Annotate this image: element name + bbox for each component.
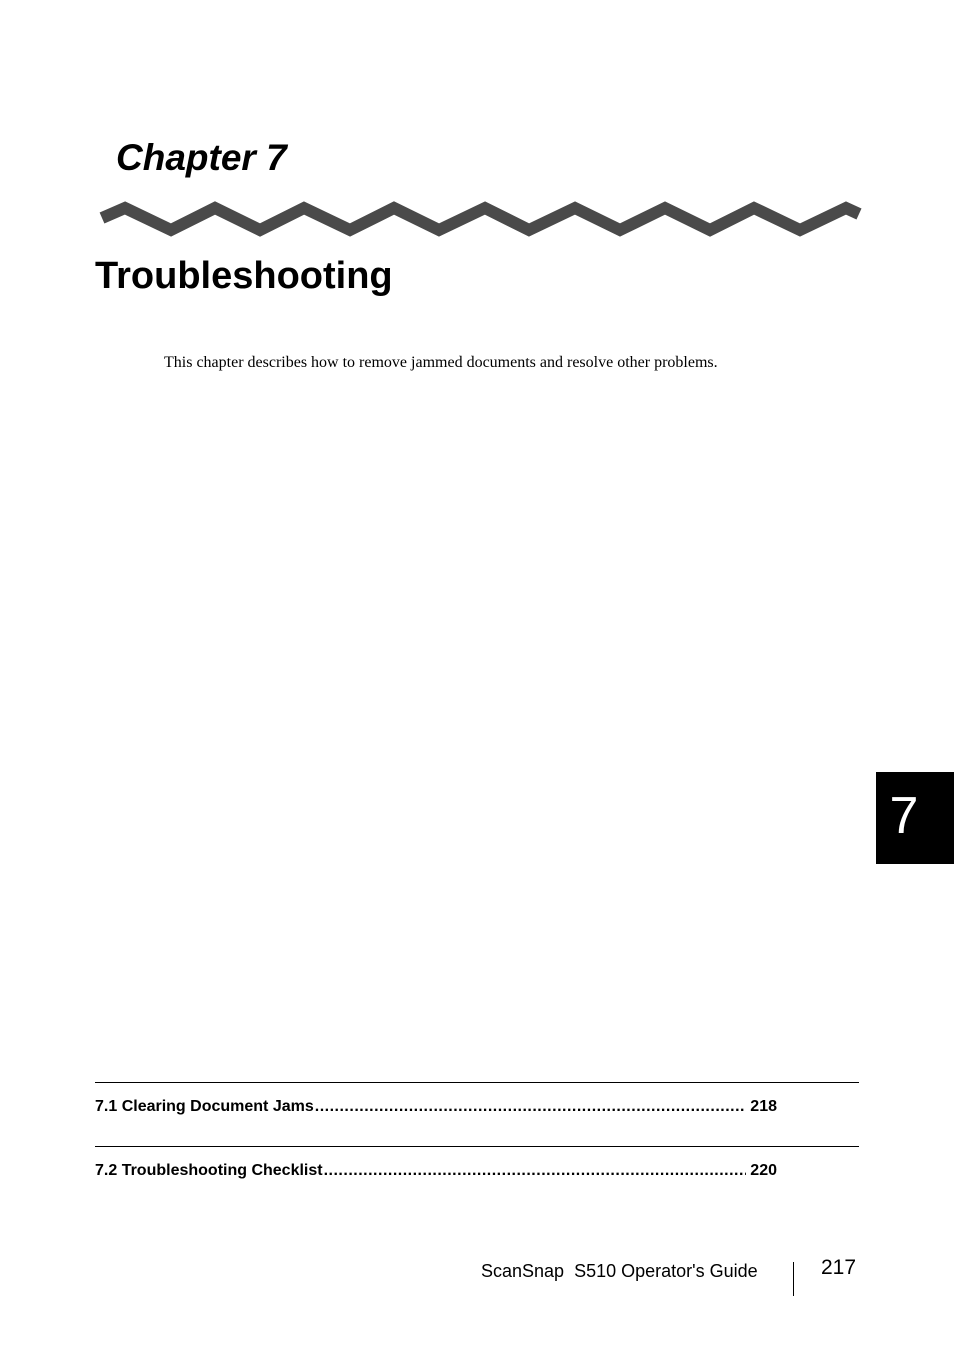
chapter-label: Chapter 7 — [116, 137, 287, 178]
chapter-tab — [876, 772, 954, 864]
zigzag-divider-graphic — [0, 0, 954, 260]
toc-entry-page: 218 — [750, 1098, 777, 1115]
chapter-tab-number: 7 — [889, 787, 919, 845]
footer-guide-title: ScanSnap S510 Operator's Guide — [481, 1261, 758, 1281]
footer-page-number: 217 — [821, 1256, 857, 1279]
toc-entry-label: 7.1 Clearing Document Jams — [95, 1098, 314, 1115]
toc-entry-page: 220 — [750, 1162, 777, 1179]
toc-leader-dots — [315, 1096, 747, 1118]
toc-entry-troubleshooting-checklist[interactable] — [95, 1160, 777, 1182]
toc-leader-dots — [324, 1160, 747, 1182]
toc-entry-clearing-document-jams[interactable] — [95, 1096, 777, 1118]
chapter-title: Troubleshooting — [95, 255, 393, 297]
zigzag-line — [102, 208, 859, 230]
footer-separator — [793, 1262, 794, 1296]
chapter-intro-text: This chapter describes how to remove jammed documents and resolve other problems. — [164, 354, 718, 371]
toc-divider — [95, 1146, 859, 1147]
toc-divider — [95, 1082, 859, 1083]
toc-entry-label: 7.2 Troubleshooting Checklist — [95, 1162, 323, 1179]
